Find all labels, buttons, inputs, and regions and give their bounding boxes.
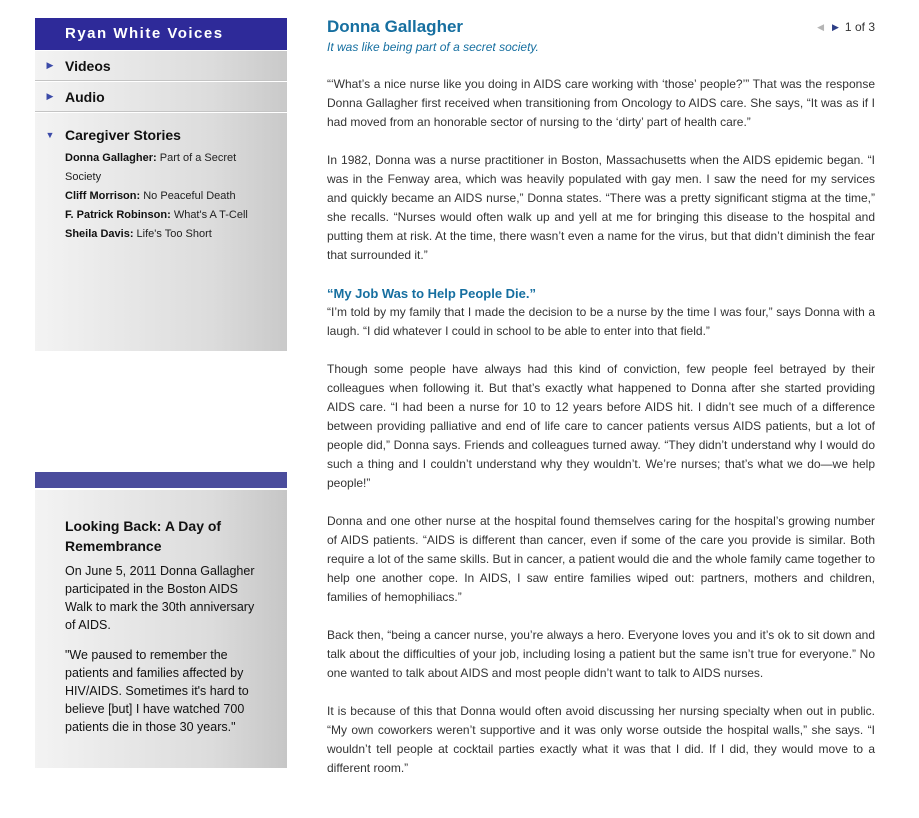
article-container: [327, 16, 875, 797]
sidebar-nav: [35, 18, 287, 351]
pager-current: 1: [844, 20, 852, 34]
story-link-sheila-davis[interactable]: [65, 225, 273, 244]
remembrance-callout: [35, 472, 287, 768]
chevron-right-icon[interactable]: ▶: [832, 21, 839, 32]
chevron-right-icon: ▶: [46, 60, 54, 70]
article-header: [327, 16, 875, 55]
article-paragraph: “I’m told by my family that I made the decision to be a nurse by the time I was four,” says Donna with a laugh. “I did whatever I could in school to be able to enter into that field.”: [327, 305, 875, 338]
story-title: Life's Too Short: [136, 228, 212, 240]
story-link-cliff-morrison[interactable]: [65, 187, 273, 206]
story-link-donna-gallagher[interactable]: [65, 149, 273, 187]
sidebar-item-label: Videos: [65, 57, 111, 74]
article-paragraph: It is because of this that Donna would often avoid discussing her nursing specialty when out in public. “My own coworkers weren’t supportive and it was only worse outside the hospital walls,” she says. “I wouldn’t tell people at cocktail parties exactly what it was that I did. If I did, they would move to a different room.”: [327, 704, 875, 775]
story-title: Part of a Secret Society: [65, 152, 237, 183]
article-paragraph: In 1982, Donna was a nurse practitioner in Boston, Massachusetts when the AIDS epidemic began. “I was in the Fenway area, which was heavily populated with gay men. I saw the need for my services and quickly became an AIDS nurse,” Donna states. “There was a pretty significant stigma at the time,” she recalls. “Nurses would often walk up and yell at me for bringing this disease to the hospital and putting them at risk. At the time, there wasn’t even a name for the virus, but that didn’t diminish the fear that surrounded it.”: [327, 153, 875, 262]
callout-text: On June 5, 2011 Donna Gallagher participated in the Boston AIDS Walk to mark the 30th anniversary of AIDS.: [65, 564, 255, 632]
chevron-right-icon: ▶: [46, 91, 54, 101]
article-subtitle: It was like being part of a secret society.: [327, 40, 539, 54]
callout-title: Looking Back: A Day of Remembrance: [65, 518, 222, 554]
article-subheading: “My Job Was to Help People Die.”: [327, 286, 536, 301]
story-list: [35, 143, 287, 244]
pager-of: of: [854, 20, 865, 34]
story-author: F. Patrick Robinson:: [65, 209, 171, 221]
callout-header-bar: [35, 472, 287, 490]
article-paragraph: “‘What’s a nice nurse like you doing in AIDS care working with ‘those’ people?’” That was the response Donna Gallagher first received when transitioning from Oncology to AIDS care. She says, “It was as if I had moved from an honorable sector of nursing to the ‘dirty’ part of health care.”: [327, 77, 875, 129]
story-title: No Peaceful Death: [143, 190, 236, 202]
sidebar-header: Ryan White Voices: [35, 18, 287, 50]
story-author: Cliff Morrison:: [65, 190, 141, 202]
pager-total: 3: [868, 20, 875, 34]
chevron-down-icon: ▼: [45, 130, 55, 140]
caregiver-stories-section: [35, 112, 287, 244]
section-title: Caregiver Stories: [65, 127, 181, 143]
story-author: Donna Gallagher:: [65, 152, 157, 164]
callout-body: [35, 490, 287, 736]
article-paragraph: Back then, “being a cancer nurse, you’re always a hero. Everyone loves you and it’s ok to sit down and talk about the difficulties of your job, including losing a patient but the same isn’t true for everyone.” No one wanted to talk about AIDS and most people didn’t want to talk to AIDS nurses.: [327, 628, 875, 680]
sidebar-item-videos[interactable]: [35, 50, 287, 81]
sidebar-item-audio[interactable]: [35, 81, 287, 112]
story-link-f-patrick-robinson[interactable]: [65, 206, 273, 225]
sidebar-item-label: Audio: [65, 88, 105, 105]
story-author: Sheila Davis:: [65, 228, 134, 240]
caregiver-stories-toggle[interactable]: [35, 127, 287, 143]
story-title: What's A T-Cell: [173, 209, 248, 221]
pager: [813, 20, 875, 34]
page-title: Donna Gallagher: [327, 17, 464, 36]
callout-quote: "We paused to remember the patients and families affected by HIV/AIDS. Sometimes it's hard to believe [but] I have watched 700 patients die in those 30 years.": [65, 648, 249, 734]
article-body: [327, 75, 875, 778]
chevron-left-icon[interactable]: ◀: [817, 21, 824, 32]
article-paragraph: Donna and one other nurse at the hospital found themselves caring for the hospital’s growing number of AIDS patients. “AIDS is different than cancer, even if some of the care you provide is similar. Both require a lot of the same skills. But in cancer, a patient would die and the whole family came together to help one another cope. In AIDS, I saw entire families wiped out: partners, mothers and children, families of hemophiliacs.”: [327, 514, 875, 604]
article-paragraph: Though some people have always had this kind of conviction, few people feel betrayed by their colleagues when following it. But that’s exactly what happened to Donna after she started providing AIDS care. “I had been a nurse for 10 to 12 years before AIDS hit. I didn’t see much of a difference between providing palliative and end of life care to cancer patients versus AIDS patients, but a lot of people did,” Donna says. Friends and colleagues turned away. “They didn’t understand why I would do such a thing and I couldn’t understand why they wouldn’t. We’re nurses; that’s what we do—we help people!”: [327, 362, 875, 490]
